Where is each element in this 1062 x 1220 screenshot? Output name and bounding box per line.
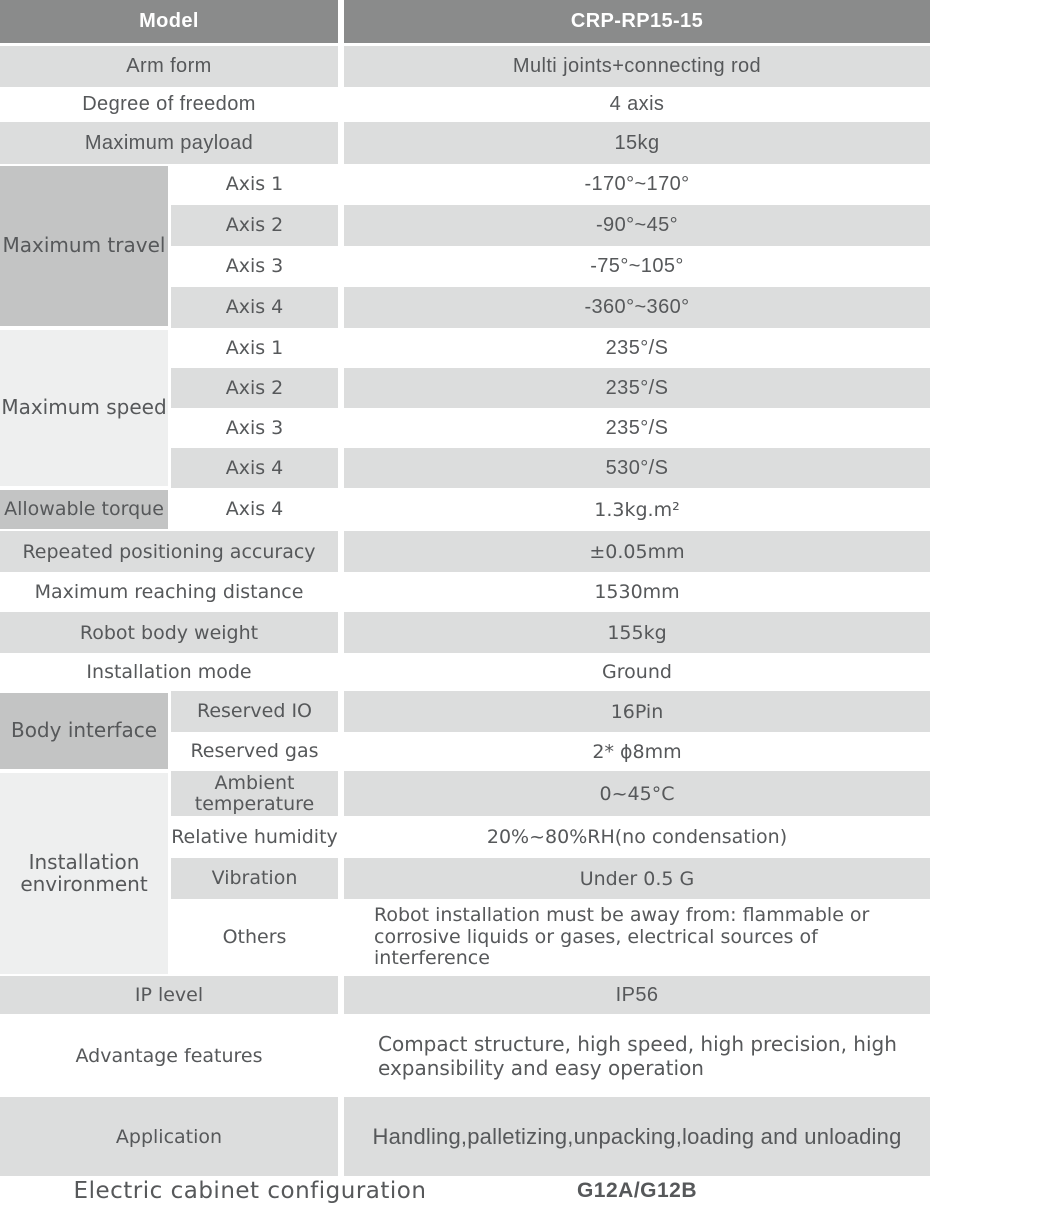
travel-axis-3-row	[171, 246, 930, 287]
vibration-value: Under 0.5 G	[344, 858, 930, 899]
vibration-label: Vibration	[171, 858, 338, 899]
reserved-io-label: Reserved IO	[171, 691, 338, 732]
ambient-temperature-value: 0~45°C	[344, 771, 930, 816]
arm-form-label: Arm form	[0, 46, 338, 87]
installation-mode-value: Ground	[602, 661, 672, 683]
axis-value: -170°~170°	[584, 173, 690, 195]
degree-of-freedom-label: Degree of freedom	[82, 93, 256, 115]
body-interface-rows	[171, 691, 930, 771]
torque-axis-4-row	[171, 488, 930, 531]
allowable-torque-section	[0, 488, 930, 531]
allowable-torque-label: Allowable torque	[0, 488, 168, 531]
axis-label: Axis 1	[225, 336, 284, 359]
advantage-features-text: Compact structure, high speed, high precision, high expansibility and easy operation	[378, 1031, 897, 1080]
maximum-payload-label: Maximum payload	[0, 122, 338, 164]
maximum-speed-rows	[171, 328, 930, 488]
maximum-speed-section	[0, 328, 930, 488]
repeated-positioning-accuracy-row	[0, 531, 930, 572]
maximum-reaching-distance-value: 1530mm	[594, 581, 680, 603]
axis-label: Axis 3	[225, 255, 284, 278]
axis-label: Axis 3	[225, 416, 284, 439]
maximum-payload-value: 15kg	[344, 122, 930, 164]
speed-axis-3-row	[171, 408, 930, 448]
axis-label: Axis 4	[171, 287, 338, 328]
model-value: CRP-RP15-15	[344, 0, 930, 43]
arm-form-row	[0, 46, 930, 87]
travel-axis-2-row	[171, 205, 930, 246]
maximum-travel-label: Maximum travel	[0, 164, 168, 328]
speed-axis-2-row	[171, 368, 930, 408]
robot-body-weight-value: 155kg	[344, 612, 930, 653]
electric-cabinet-configuration-value: G12A/G12B	[576, 1179, 698, 1202]
axis-value: -360°~360°	[344, 287, 930, 328]
ambient-temperature-row	[171, 771, 930, 816]
others-value	[344, 899, 930, 976]
others-label: Others	[222, 926, 287, 949]
installation-mode-row	[0, 653, 930, 691]
speed-axis-4-row	[171, 448, 930, 488]
ambient-temperature-label: Ambient temperature	[171, 771, 338, 816]
axis-value: 530°/S	[344, 448, 930, 488]
maximum-speed-label: Maximum speed	[0, 328, 168, 488]
maximum-travel-section	[0, 164, 930, 328]
advantage-features-value	[344, 1014, 930, 1097]
ip-level-value: IP56	[344, 976, 930, 1014]
maximum-payload-row	[0, 122, 930, 164]
application-row	[0, 1097, 930, 1176]
axis-label: Axis 4	[171, 448, 338, 488]
electric-cabinet-configuration-row	[0, 1176, 930, 1206]
reserved-gas-row	[171, 732, 930, 771]
ip-level-row	[0, 976, 930, 1014]
electric-cabinet-configuration-label: Electric cabinet configuration	[73, 1178, 427, 1204]
advantage-features-row	[0, 1014, 930, 1097]
maximum-reaching-distance-row	[0, 572, 930, 612]
installation-environment-section	[0, 771, 930, 976]
axis-label: Axis 4	[225, 498, 284, 521]
repeated-positioning-accuracy-value: ±0.05mm	[344, 531, 930, 572]
degree-of-freedom-value: 4 axis	[609, 93, 665, 115]
robot-body-weight-label: Robot body weight	[0, 612, 338, 653]
reserved-gas-label: Reserved gas	[190, 740, 319, 763]
header-row	[0, 0, 930, 43]
axis-label: Axis 1	[225, 173, 284, 196]
axis-value: -90°~45°	[344, 205, 930, 246]
travel-axis-4-row	[171, 287, 930, 328]
advantage-features-label: Advantage features	[75, 1044, 263, 1067]
axis-label: Axis 2	[171, 368, 338, 408]
application-label: Application	[0, 1097, 338, 1176]
arm-form-value: Multi joints+connecting rod	[344, 46, 930, 87]
ip-level-label: IP level	[0, 976, 338, 1014]
reserved-gas-value: 2* ϕ8mm	[592, 740, 682, 763]
vibration-row	[171, 858, 930, 899]
installation-environment-label: Installation environment	[0, 771, 168, 976]
others-row	[171, 899, 930, 976]
maximum-reaching-distance-label: Maximum reaching distance	[34, 581, 304, 603]
reserved-io-row	[171, 691, 930, 732]
relative-humidity-value: 20%~80%RH(no condensation)	[486, 826, 788, 848]
speed-axis-1-row	[171, 328, 930, 368]
robot-body-weight-row	[0, 612, 930, 653]
relative-humidity-row	[171, 816, 930, 858]
body-interface-section	[0, 691, 930, 771]
allowable-torque-rows	[171, 488, 930, 531]
axis-label: Axis 2	[171, 205, 338, 246]
axis-value: 1.3kg.m²	[594, 498, 680, 521]
reserved-io-value: 16Pin	[344, 691, 930, 732]
model-label: Model	[0, 0, 338, 43]
axis-value: -75°~105°	[590, 255, 684, 277]
others-value-text: Robot installation must be away from: flammable or corrosive liquids or gases, electrical sources of interference	[374, 904, 870, 970]
installation-mode-label: Installation mode	[86, 661, 252, 683]
repeated-positioning-accuracy-label: Repeated positioning accuracy	[0, 531, 338, 572]
axis-value: 235°/S	[344, 368, 930, 408]
maximum-travel-rows	[171, 164, 930, 328]
degree-of-freedom-row	[0, 87, 930, 122]
installation-environment-rows	[171, 771, 930, 976]
axis-value: 235°/S	[605, 336, 669, 359]
axis-value: 235°/S	[605, 416, 669, 439]
body-interface-label: Body interface	[0, 691, 168, 771]
relative-humidity-label: Relative humidity	[171, 825, 338, 848]
application-value: Handling,palletizing,unpacking,loading and unloading	[344, 1097, 930, 1176]
travel-axis-1-row	[171, 164, 930, 205]
